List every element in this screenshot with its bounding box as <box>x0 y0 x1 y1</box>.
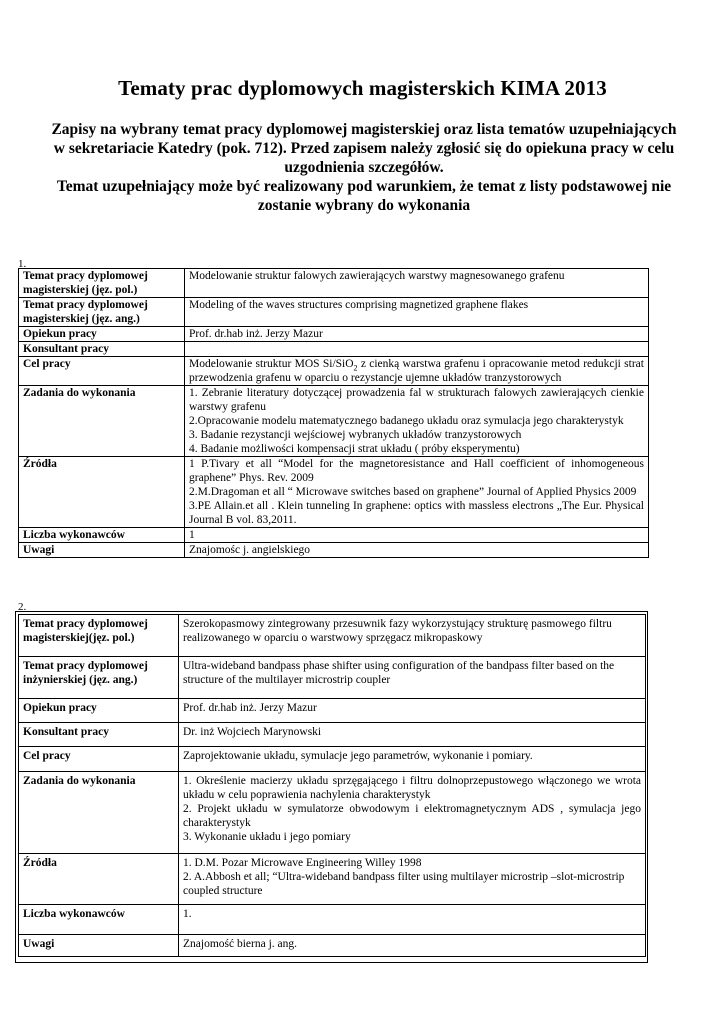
row-label: Uwagi <box>19 543 185 558</box>
table-row <box>19 543 649 558</box>
list-item: 2.M.Dragoman et all “ Microwave switches based on graphene” Journal of Applied Physics 2009 <box>189 486 637 498</box>
table-row <box>19 357 649 386</box>
row-label: Opiekun pracy <box>19 327 185 342</box>
table-row <box>19 327 649 342</box>
table-row <box>19 905 646 935</box>
row-value: 1. <box>179 905 646 935</box>
intro-line: zostanie wybrany do wykonania <box>257 197 471 214</box>
list-item: 2.Opracowanie modelu matematycznego badanego układu oraz symulacja jego charakterystyk <box>189 415 624 427</box>
table-row <box>19 772 646 854</box>
row-label: Konsultant pracy <box>19 723 179 747</box>
table-row <box>19 386 649 457</box>
table-row <box>19 342 649 357</box>
topic-1-table <box>18 268 649 558</box>
topic-1-number: 1. <box>18 258 27 270</box>
row-value: Znajomość bierna j. ang. <box>179 935 646 957</box>
page-title: Tematy prac dyplomowych magisterskich KIMA 2013 <box>118 76 607 100</box>
row-value <box>185 457 649 528</box>
table-row <box>19 699 646 723</box>
row-label: Liczba wykonawców <box>19 528 185 543</box>
row-value <box>185 386 649 457</box>
intro-line: Temat uzupełniający może być realizowany pod warunkiem, że temat z listy podstawowej nie <box>56 178 672 195</box>
row-value: Znajomośc j. angielskiego <box>185 543 649 558</box>
row-label: Temat pracy dyplomowej magisterskiej(jęz. pol.) <box>19 615 179 657</box>
row-label: Zadania do wykonania <box>19 386 185 457</box>
row-value <box>179 772 646 854</box>
row-value: Modeling of the waves structures comprising magnetized graphene flakes <box>185 298 649 327</box>
row-value: Ultra-wideband bandpass phase shifter using configuration of the bandpass filter based on the structure of the multilayer microstrip coupler <box>179 657 646 699</box>
table-row <box>19 615 646 657</box>
table-row <box>19 457 649 528</box>
list-item: 4. Badanie możliwości kompensacji strat układu ( próby eksperymentu) <box>189 443 520 455</box>
table-row <box>19 269 649 298</box>
topic-2-table <box>18 614 646 957</box>
row-value: Modelowanie struktur falowych zawierających warstwy magnesowanego grafenu <box>185 269 649 298</box>
row-label: Źródła <box>19 457 185 528</box>
list-item: 2. Projekt układu w symulatorze obwodowym i elektromagnetycznym ADS , symulacja jego charakterystyk <box>183 803 641 829</box>
row-label: Liczba wykonawców <box>19 905 179 935</box>
table-row <box>19 854 646 905</box>
row-value <box>185 342 649 357</box>
intro-text <box>14 120 714 215</box>
table-row <box>19 935 646 957</box>
row-value <box>179 854 646 905</box>
row-label: Źródła <box>19 854 179 905</box>
table-row <box>19 298 649 327</box>
row-value: 1 <box>185 528 649 543</box>
intro-line: Zapisy na wybrany temat pracy dyplomowej magisterskiej oraz lista tematów uzupełniających <box>51 121 677 138</box>
list-item: 1 P.Tivary et all “Model for the magnetoresistance and Hall coefficient of inhomogeneous graphene” Phys. Rev. 2009 <box>189 458 644 484</box>
table-row <box>19 723 646 747</box>
topic-2-number: 2. <box>18 601 27 613</box>
row-label: Cel pracy <box>19 357 185 386</box>
row-value: Szerokopasmowy zintegrowany przesuwnik fazy wykorzystujący strukturę pasmowego filtru realizowanego w oparciu o warstwowy sprzęgacz mikropaskowy <box>179 615 646 657</box>
list-item: 1. D.M. Pozar Microwave Engineering Willey 1998 <box>183 857 422 869</box>
list-item: 2. A.Abbosh et all; “Ultra-wideband bandpass filter using multilayer microstrip –slot-microstrip coupled structure <box>183 871 625 897</box>
row-value: Zaprojektowanie układu, symulacje jego parametrów, wykonanie i pomiary. <box>179 747 646 772</box>
row-value: Dr. inż Wojciech Marynowski <box>179 723 646 747</box>
row-label: Uwagi <box>19 935 179 957</box>
list-item: 3. Badanie rezystancji wejściowej wybranych układów tranzystorowych <box>189 429 522 441</box>
table-row <box>19 657 646 699</box>
row-label: Temat pracy dyplomowej magisterskiej (jęz. ang.) <box>19 298 185 327</box>
list-item: 3. Wykonanie układu i jego pomiary <box>183 831 351 843</box>
table-row <box>19 747 646 772</box>
row-value: Prof. dr.hab inż. Jerzy Mazur <box>185 327 649 342</box>
row-label: Cel pracy <box>19 747 179 772</box>
row-label: Konsultant pracy <box>19 342 185 357</box>
list-item: 1. Określenie macierzy układu sprzęgającego i filtru dolnoprzepustowego włączonego we wrota układu w celu poprawienia nachylenia charakterystyk <box>183 775 641 801</box>
table-row <box>19 528 649 543</box>
row-value: Modelowanie struktur MOS Si/SiO$_2$ z cienką warstwa grafenu i opracowanie metod redukcji strat przewodzenia grafenu w oparciu o rezystancje ujemne układów tranzystorowych <box>185 357 649 386</box>
row-label: Temat pracy dyplomowej magisterskiej (jęz. pol.) <box>19 269 185 298</box>
list-item: 1. Zebranie literatury dotyczącej prowadzenia fal w strukturach falowych zawierających cienkie warstwy grafenu <box>189 387 644 413</box>
row-label: Temat pracy dyplomowej inżynierskiej (jęz. ang.) <box>19 657 179 699</box>
list-item: 3.PE Allain.et all . Klein tunneling In graphene: optics with massless electrons „The Eur. Physical Journal B vol. 83,2011. <box>189 500 644 526</box>
row-value: Prof. dr.hab inż. Jerzy Mazur <box>179 699 646 723</box>
row-label: Opiekun pracy <box>19 699 179 723</box>
row-label: Zadania do wykonania <box>19 772 179 854</box>
intro-line: uzgodnienia szczegółów. <box>284 159 444 176</box>
intro-line: w sekretariacie Katedry (pok. 712). Przed zapisem należy zgłosić się do opiekuna pracy w celu <box>53 140 675 157</box>
